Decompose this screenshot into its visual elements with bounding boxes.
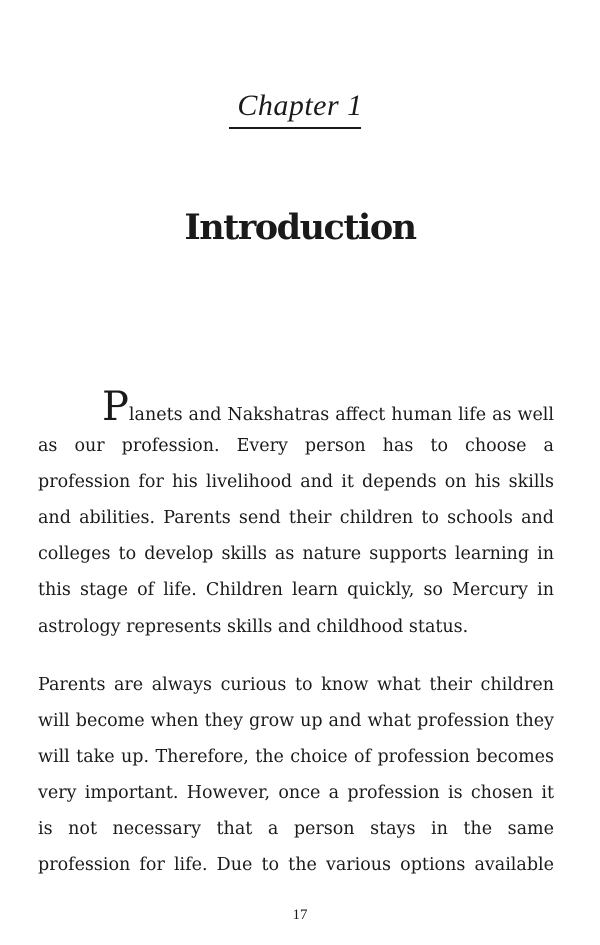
paragraph-line: as our profession. Every person has to choose a [38, 436, 554, 456]
paragraph-line [102, 384, 554, 430]
paragraph-line: this stage of life. Children learn quickly, so Mercury in [38, 580, 554, 600]
line-text: lanets and Nakshatras affect human life as well [128, 405, 554, 425]
paragraph-line: profession for life. Due to the various options available [38, 855, 554, 875]
chapter-title: Introduction [184, 207, 416, 248]
paragraph-line: profession for his livelihood and it depends on his skills [38, 472, 554, 492]
paragraph-line: astrology represents skills and childhood status. [38, 617, 469, 637]
paragraph-line: Parents are always curious to know what their children [38, 675, 554, 695]
page-number: 17 [292, 907, 308, 923]
paragraph-line: colleges to develop skills as nature supports learning in [38, 544, 554, 564]
paragraph-line: is not necessary that a person stays in the same [38, 819, 554, 839]
paragraph-line: and abilities. Parents send their children to schools and [38, 508, 554, 528]
paragraph-line: very important. However, once a profession is chosen it [38, 783, 554, 803]
chapter-label: Chapter 1 [237, 89, 363, 122]
drop-cap: P [102, 384, 129, 430]
paragraph-line: will become when they grow up and what profession they [38, 711, 554, 731]
paragraph-line: will take up. Therefore, the choice of profession becomes [38, 747, 554, 767]
chapter-label-underline [229, 127, 361, 129]
